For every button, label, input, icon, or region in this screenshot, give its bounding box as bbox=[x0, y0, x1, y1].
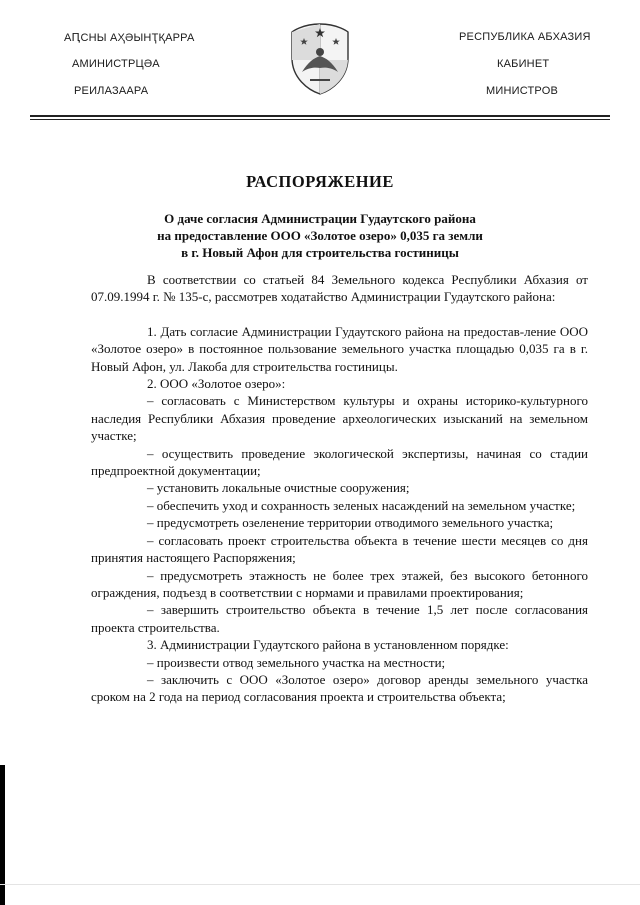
paragraph-2-item-4: – обеспечить уход и сохранность зеленых насаждений на земельном участке; bbox=[147, 497, 576, 513]
header-right-line-3: МИНИСТРОВ bbox=[486, 85, 559, 97]
paragraph-2-item-1: – согласовать с Министерством культуры и охраны историко-культурного наследия Республики Абхазия проведение археологических изысканий на земельном участке; bbox=[91, 393, 588, 444]
paragraph-2-heading: 2. ООО «Золотое озеро»: bbox=[147, 376, 286, 392]
header-divider-thin bbox=[30, 119, 610, 120]
paragraph-2-item-6: – согласовать проект строительства объекта в течение шести месяцев со дня принятия настоящего Распоряжения; bbox=[91, 532, 588, 566]
paragraph-3-item-1: – произвести отвод земельного участка на местности; bbox=[147, 654, 446, 670]
subject-line-2: на предоставление ООО «Золотое озеро» 0,035 га земли bbox=[157, 228, 483, 243]
paragraph-2-item-7: – предусмотреть этажность не более трех этажей, без высокого бетонного ограждения, подъезд в соответствии с нормами и правилами проектирования; bbox=[91, 567, 588, 600]
paragraph-2-item-3: – установить локальные очистные сооружения; bbox=[147, 480, 410, 496]
header-left-line-1: АԤСНЫ АҲӘЫНҬҚАРРА bbox=[64, 32, 195, 44]
subject-line-3: в г. Новый Афон для строительства гостиницы bbox=[181, 245, 459, 260]
document-title: РАСПОРЯЖЕНИЕ bbox=[246, 172, 394, 191]
paragraph-2-item-5: – предусмотреть озеленение территории отводимого земельного участка; bbox=[147, 515, 554, 531]
paragraph-3-heading: 3. Администрации Гудаутского района в установленном порядке: bbox=[147, 637, 509, 653]
state-emblem-icon bbox=[288, 22, 352, 96]
header-left-line-3: РЕИЛАЗААРА bbox=[74, 85, 149, 97]
scan-bottom-line bbox=[0, 884, 640, 885]
paragraph-1: 1. Дать согласие Администрации Гудаутского района на предостав-ление ООО «Золотое озеро» в постоянное пользование земельного участка площадью 0,035 га в г. Новый Афон, ул. Лакоба для строительства гостиницы. bbox=[91, 323, 588, 374]
paragraph-2-item-2: – осуществить проведение экологической экспертизы, начиная со стадии предпроектной документации; bbox=[91, 445, 588, 479]
document-subject bbox=[0, 210, 640, 261]
paragraph-3-item-2: – заключить с ООО «Золотое озеро» договор аренды земельного участка сроком на 2 года на период согласования проекта и строительства объекта; bbox=[91, 671, 588, 705]
paragraph-2-item-8: – завершить строительство объекта в течение 1,5 лет после согласования проекта строительства. bbox=[91, 602, 588, 635]
header-divider-thick bbox=[30, 115, 610, 117]
subject-line-1: О даче согласия Администрации Гудаутского района bbox=[164, 211, 476, 226]
header-right-line-2: КАБИНЕТ bbox=[497, 58, 550, 70]
header-left-line-2: АМИНИСТРЦӘА bbox=[72, 58, 160, 70]
preamble-paragraph: В соответствии со статьей 84 Земельного кодекса Республики Абхазия от 07.09.1994 г. № 135-с, рассмотрев ходатайство Администрации Гудаутского района: bbox=[91, 272, 588, 305]
header-right-line-1: РЕСПУБЛИКА АБХАЗИЯ bbox=[459, 31, 591, 43]
document-body bbox=[91, 271, 588, 706]
